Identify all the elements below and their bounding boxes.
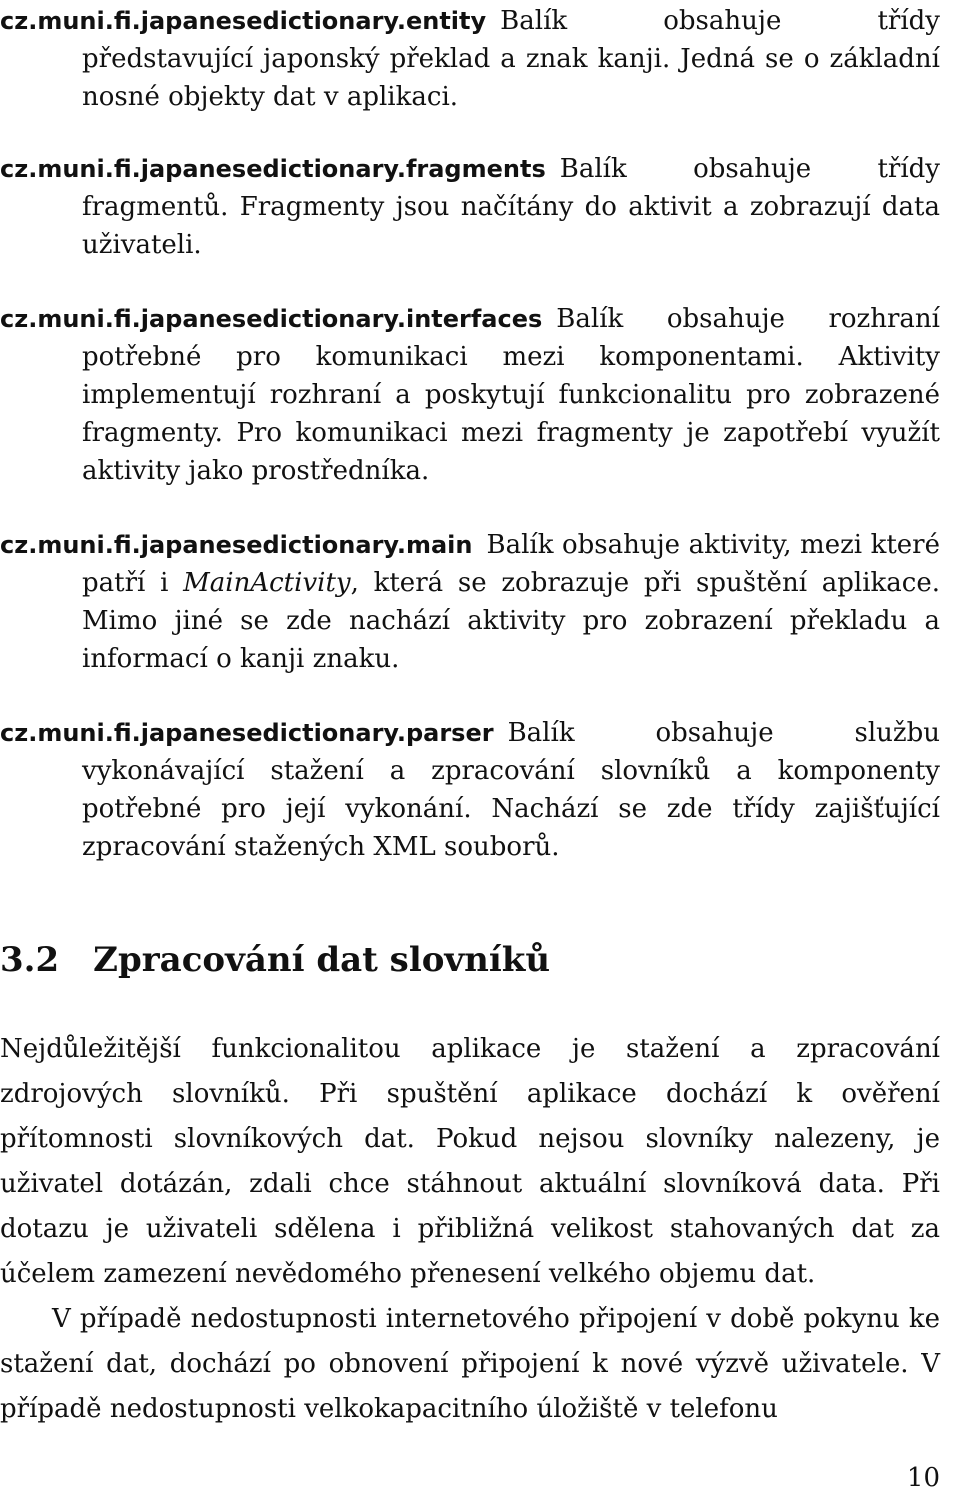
body-paragraph: Nejdůležitější funkcionalitou aplikace je stažení a zpracování zdrojových slovníků. Při spuštění aplikace dochází k ověření přítomnosti slovníkových dat. Pokud nejsou slovníky nalezeny, je uživatel dotázán, zdali chce stáhnout aktuální slovníková data. Při dotazu je uživateli sdělena i přibližná velikost stahovaných dat za účelem zamezení nevědomého přenesení velkého objemu dat. — [0, 1034, 940, 1289]
package-entry-entity — [0, 2, 940, 116]
section-number: 3.2 — [0, 940, 60, 980]
section-heading — [0, 938, 550, 982]
package-description-part: Balík obsahuje aktivity, mezi které patří i — [82, 530, 940, 598]
package-description: Balík obsahuje rozhraní potřebné pro komunikaci mezi komponentami. Aktivity implementují rozhraní a poskytují funkcionalitu pro zobrazené fragmenty. Pro komunikaci mezi fragmenty je zapotřebí využít aktivity jako prostředníka. — [82, 304, 940, 486]
package-description: Balík obsahuje třídy představující japonský překlad a znak kanji. Jedná se o základní nosné objekty dat v aplikaci. — [82, 6, 940, 112]
package-name: cz.muni.fi.japanesedictionary.parser — [0, 719, 494, 747]
package-name: cz.muni.fi.japanesedictionary.main — [0, 531, 473, 559]
package-entry-fragments — [0, 150, 940, 264]
package-name: cz.muni.fi.japanesedictionary.interfaces — [0, 305, 543, 333]
package-name: cz.muni.fi.japanesedictionary.entity — [0, 7, 487, 35]
package-description: Balík obsahuje službu vykonávající stažení a zpracování slovníků a komponenty potřebné pro její vykonání. Nachází se zde třídy zajišťující zpracování stažených XML souborů. — [82, 718, 940, 862]
package-entry-main — [0, 526, 940, 678]
package-description-part: , která se zobrazuje při spuštění aplikace. Mimo jiné se zde nachází aktivity pro zobrazení překladu a informací o kanji znaku. — [82, 568, 940, 674]
package-description-emphasis: MainActivity — [183, 568, 351, 598]
package-name: cz.muni.fi.japanesedictionary.fragments — [0, 155, 546, 183]
page-number: 10 — [906, 1463, 940, 1493]
package-description: Balík obsahuje třídy fragmentů. Fragmenty jsou načítány do aktivit a zobrazují data uživateli. — [82, 154, 940, 260]
package-entry-parser — [0, 714, 940, 866]
section-title: Zpracování dat slovníků — [93, 940, 551, 980]
package-entry-interfaces — [0, 300, 940, 490]
body-paragraph: V případě nedostupnosti internetového připojení v době pokynu ke stažení dat, dochází po obnovení připojení k nové výzvě uživatele. V případě nedostupnosti velkokapacitního úložiště v telefonu — [0, 1304, 940, 1424]
